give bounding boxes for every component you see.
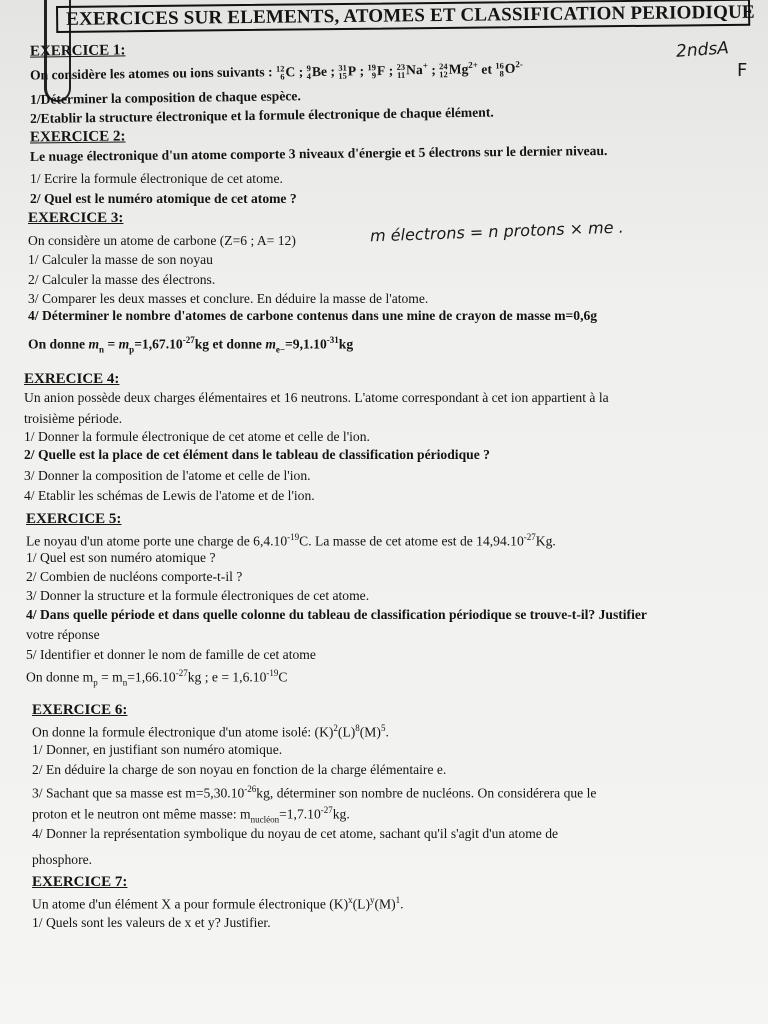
exercise-5-q1: 1/ Quel est son numéro atomique ? xyxy=(26,550,216,565)
exercise-6-q4-line-1: 4/ Donner la représentation symbolique du noyau de cet atome, sachant qu'il s'agit d'un atome de xyxy=(32,826,559,841)
page-title xyxy=(56,0,755,33)
species-mass-charge-numbers xyxy=(276,65,285,81)
species-mass-charge-numbers xyxy=(495,62,504,78)
exercise-3-q3: 3/ Comparer les deux masses et conclure. En déduire la masse de l'atome. xyxy=(28,291,429,306)
species-separator: ; xyxy=(385,62,397,78)
species-item xyxy=(367,62,385,80)
species-mass-number: 16 xyxy=(495,60,504,71)
exercise-5-q5: 5/ Identifier et donner le nom de famille de cet atome xyxy=(26,647,316,662)
species-mass-number: 9 xyxy=(306,63,311,74)
exercise-5-q4-line-1: 4/ Dans quelle période et dans quelle colonne du tableau de classification périodique se trouve-t-il? Justifier xyxy=(26,607,647,622)
exercise-6-q4-line-2: phosphore. xyxy=(32,852,93,867)
species-item xyxy=(439,57,478,79)
handwritten-class-letter: F xyxy=(737,60,748,81)
species-symbol: O xyxy=(504,60,516,76)
species-mass-number: 24 xyxy=(439,61,448,72)
exercise-4-text-line-2: troisième période. xyxy=(24,411,123,426)
exercise-5-text: Le noyau d'un atome porte une charge de $6,4.10^{-19}C$. La masse de cet atome est de $14,94.10^{-27}Kg$. xyxy=(26,532,556,549)
exercise-5-given: On donne $m_p = m_n=1,66.10^{-27}kg$ ; $e = 1,6.10^{-19}C$ xyxy=(26,668,288,688)
species-symbol: P xyxy=(347,62,357,79)
exercise-7-text: Un atome d'un élément X a pour formule électronique $(K)^x(L)^y(M)^1$. xyxy=(32,895,404,912)
exercise-4-q3: 3/ Donner la composition de l'atome et celle de l'ion. xyxy=(24,468,311,483)
species-item xyxy=(338,62,356,80)
species-charge: + xyxy=(422,60,428,71)
species-item xyxy=(396,57,428,79)
exercise-2-text: Le nuage électronique d'un atome comporte 3 niveaux d'énergie et 5 électrons sur le dernier niveau. xyxy=(29,142,608,164)
exercise-3-q4: 4/ Déterminer le nombre d'atomes de carbone contenus dans une mine de crayon de masse m=0,6g xyxy=(28,308,598,323)
handwritten-class-note: 2ndsA xyxy=(675,38,730,62)
handwritten-formula-note: m électrons = n protons × me . xyxy=(369,217,625,246)
species-atomic-number: 12 xyxy=(439,69,448,80)
exercise-7-q1: 1/ Quels sont les valeurs de x et y? Justifier. xyxy=(32,915,271,930)
species-mass-charge-numbers xyxy=(396,63,405,79)
species-mass-charge-numbers xyxy=(307,64,311,80)
exercise-6-heading: EXERCICE 6: xyxy=(32,702,128,718)
exercise-6-text: On donne la formule électronique d'un atome isolé: $(K)^2(L)^8(M)^5$. xyxy=(32,723,389,740)
species-charge: 2+ xyxy=(468,59,478,70)
exercise-5-q3: 3/ Donner la structure et la formule électroniques de cet atome. xyxy=(26,588,370,603)
species-atomic-number: 6 xyxy=(280,71,285,82)
exercise-6-q3-line-1: 3/ Sachant que sa masse est $m=5,30.10^{-26}kg$, déterminer son nombre de nucléons. On considérera que le xyxy=(32,784,597,801)
exercise-1-q2: 2/Etablir la structure électronique et la formule électronique de chaque élément. xyxy=(29,104,494,126)
species-atomic-number: 11 xyxy=(397,70,406,81)
exercise-4-q4: 4/ Etablir les schémas de Lewis de l'atome et de l'ion. xyxy=(24,488,315,503)
species-symbol: Be xyxy=(311,63,328,79)
exercise-5-q2: 2/ Combien de nucléons comporte-t-il ? xyxy=(26,569,243,584)
species-mass-charge-numbers xyxy=(367,64,376,80)
species-atomic-number: 4 xyxy=(306,71,312,82)
exercise-6-q1: 1/ Donner, en justifiant son numéro atomique. xyxy=(32,742,283,757)
species-mass-charge-numbers xyxy=(338,64,347,80)
species-separator: ; xyxy=(356,62,368,78)
species-atomic-number: 9 xyxy=(371,70,377,81)
exercise-3-given: On donne $m_n = m_p=1,67.10^{-27}kg$ et donne $m_{e-}=9,1.10^{-31}kg$ xyxy=(28,335,354,355)
exercise-2-heading: EXERCICE 2: xyxy=(29,128,126,146)
species-separator: et xyxy=(477,61,496,77)
exercise-3-q2: 2/ Calculer la masse des électrons. xyxy=(28,272,216,287)
species-symbol: Na xyxy=(405,62,423,78)
exercise-4-text-line-1: Un anion possède deux charges élémentaires et 16 neutrons. L'atome correspondant à cet ion appartient à la xyxy=(24,390,609,405)
exercise-4-q2: 2/ Quelle est la place de cet élément dans le tableau de classification périodique ? xyxy=(24,447,490,462)
species-atomic-number: 15 xyxy=(338,70,347,82)
species-mass-number: 19 xyxy=(367,62,376,73)
exercise-7-heading: EXERCICE 7: xyxy=(32,874,128,890)
exercise-1-q1: 1/Déterminer la composition de chaque espèce. xyxy=(29,88,301,107)
species-symbol: Mg xyxy=(448,61,469,77)
species-mass-number: 23 xyxy=(396,62,406,73)
exercise-3-text: On considère un atome de carbone (Z=6 ; A= 12) xyxy=(28,233,296,248)
species-symbol: C xyxy=(285,63,296,79)
exercise-3-heading: EXERCICE 3: xyxy=(28,210,124,226)
exercise-1-intro xyxy=(30,56,523,84)
species-separator: ; xyxy=(427,61,440,77)
exercise-4-q1: 1/ Donner la formule électronique de cet atome et celle de l'ion. xyxy=(24,429,370,444)
species-charge: 2- xyxy=(515,59,523,70)
species-mass-number: 31 xyxy=(338,62,347,74)
species-symbol: F xyxy=(376,62,386,78)
species-item xyxy=(307,62,328,80)
species-separator: ; xyxy=(326,63,339,79)
species-mass-number: 12 xyxy=(275,63,285,74)
species-atomic-number: 8 xyxy=(499,68,504,79)
species-item xyxy=(495,56,523,78)
page-title-text: EXERCICES SUR ELEMENTS, ATOMES ET CLASSIFICATION PERIODIQUE xyxy=(66,1,755,30)
exercise-1-heading: EXERCICE 1: xyxy=(29,42,126,60)
species-list xyxy=(275,59,523,82)
exercise-2-q2: 2/ Quel est le numéro atomique de cet atome ? xyxy=(30,191,297,206)
exercise-4-heading: EXRECICE 4: xyxy=(24,371,120,387)
exercise-1-intro-text: On considère les atomes ou ions suivants : xyxy=(29,64,273,83)
species-separator: ; xyxy=(295,63,307,79)
exercise-3-q1: 1/ Calculer la masse de son noyau xyxy=(28,252,213,267)
exercise-6-q2: 2/ En déduire la charge de son noyau en fonction de la charge élémentaire e. xyxy=(32,762,447,777)
species-mass-charge-numbers xyxy=(439,63,448,79)
exercise-5-q4-line-2: votre réponse xyxy=(26,627,100,642)
exercise-5-heading: EXERCICE 5: xyxy=(26,511,122,527)
exercise-6-q3-line-2: proton et le neutron ont même masse: $m_{nucléon}=1,7.10^{-27}kg$. xyxy=(32,805,350,825)
species-item xyxy=(276,63,296,81)
exercise-2-q1: 1/ Ecrire la formule électronique de cet atome. xyxy=(30,171,283,186)
